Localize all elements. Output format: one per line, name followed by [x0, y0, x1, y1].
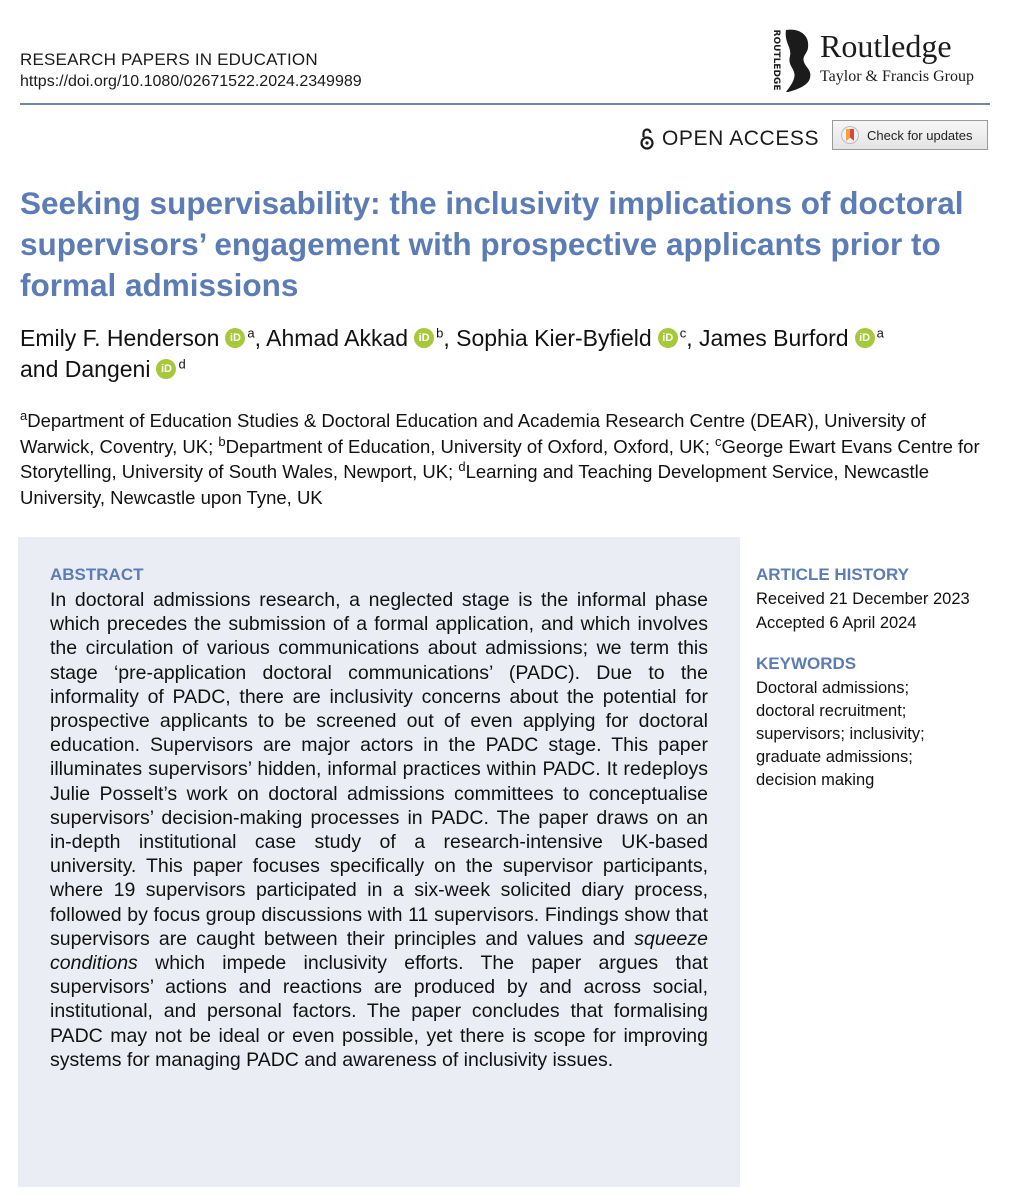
author-affiliation-marker: a: [876, 325, 884, 341]
keyword-line[interactable]: doctoral recruitment;: [756, 702, 907, 720]
author-name[interactable]: and Dangeni: [20, 356, 151, 382]
abstract-heading: ABSTRACT: [50, 565, 144, 584]
affiliation-text: George Ewart Evans Centre for Storytelling, University of South Wales, Newport, UK;: [20, 435, 980, 482]
bookmark-icon: [841, 125, 859, 145]
author-separator: ,: [254, 325, 267, 351]
abstract-emphasis: squeeze conditions: [50, 927, 708, 975]
publisher-group: Taylor & Francis Group: [820, 68, 974, 85]
orcid-icon[interactable]: iD: [855, 328, 875, 348]
affiliations: [20, 408, 1005, 510]
affiliation-text: Department of Education Studies & Doctoral Education and Academia Research Centre (DEAR), University of Warwick, Coventry, UK;: [20, 410, 926, 457]
abstract-text-part-2: which impede inclusivity efforts. The paper argues that supervisors’ actions and reactions are produced by and across social, institutional, and personal factors. The paper concludes that formalising PADC may not be ideal or even possible, yet there is scope for improving systems for managing PADC and awareness of inclusivity issues.: [50, 952, 708, 1071]
orcid-icon[interactable]: iD: [414, 328, 434, 348]
article-title: Seeking supervisability: the inclusivity implications of doctoral supervisors’ engagement with prospective applicants prior to formal admissions: [20, 185, 964, 303]
received-date: Received 21 December 2023: [756, 590, 970, 608]
orcid-icon[interactable]: iD: [658, 328, 678, 348]
keyword-line[interactable]: graduate admissions;: [756, 748, 913, 766]
routledge-head-icon: [762, 26, 818, 94]
open-access-label: OPEN ACCESS: [662, 127, 820, 150]
keywords-heading: KEYWORDS: [756, 654, 857, 673]
keyword-line[interactable]: decision making: [756, 771, 875, 789]
author-name[interactable]: Sophia Kier-Byfield: [456, 325, 652, 351]
keyword-list: [756, 677, 996, 792]
author-affiliation-marker: b: [436, 325, 444, 341]
affiliation-key: c: [715, 433, 722, 449]
open-lock-icon: [640, 127, 654, 151]
author-name[interactable]: Emily F. Henderson: [20, 325, 220, 351]
check-for-updates-label: Check for updates: [867, 127, 973, 143]
article-history-heading: ARTICLE HISTORY: [756, 565, 910, 584]
affiliation-key: d: [458, 458, 466, 474]
accepted-date: Accepted 6 April 2024: [756, 614, 917, 632]
abstract-text-part-1: In doctoral admissions research, a neglected stage is the informal phase which precedes the submission of a formal application, and which involves the circulation of various communications about admissions; we term this stage ‘pre-application doctoral communications’ (PADC). Due to the informality of PADC, there are inclusivity concerns about the potential for prospective applicants to be screened out of even applying for doctoral education. Supervisors are major actors in the PADC stage. This paper illuminates supervisors’ hidden, informal practices within PADC. It redeploys Julie Posselt’s work on doctoral admissions committees to conceptualise supervisors’ decision-making processes in PADC. The paper draws on an in-depth institutional case study of a research-intensive UK-based university. This paper focuses specifically on the supervisor participants, where 19 supervisors participated in a six-week solicited diary process, followed by focus group discussions with 11 supervisors. Findings show that supervisors are caught between their principles and values and: [50, 589, 708, 950]
affiliation-text: Department of Education, University of Oxford, Oxford, UK;: [225, 435, 716, 457]
keyword-line[interactable]: supervisors; inclusivity;: [756, 725, 925, 743]
orcid-icon[interactable]: iD: [225, 328, 245, 348]
header-rule: [20, 103, 990, 105]
author-list: [20, 323, 1010, 385]
author-affiliation-marker: c: [679, 325, 687, 341]
author-separator: ,: [686, 325, 699, 351]
check-for-updates-button[interactable]: [832, 120, 988, 150]
author-affiliation-marker: d: [178, 356, 186, 372]
author-name[interactable]: Ahmad Akkad: [266, 325, 409, 351]
publisher-name: Routledge: [820, 28, 952, 64]
affiliation-key: b: [218, 433, 226, 449]
keyword-line[interactable]: Doctoral admissions;: [756, 679, 910, 697]
routledge-vertical-text: ROUTLEDGE: [771, 29, 781, 91]
author-separator: ,: [443, 325, 457, 351]
author-affiliation-marker: a: [247, 325, 255, 341]
open-access-badge: [640, 127, 819, 151]
doi-link[interactable]: https://doi.org/10.1080/02671522.2024.2349989: [20, 73, 362, 90]
routledge-logo[interactable]: [762, 26, 990, 94]
orcid-icon[interactable]: iD: [156, 359, 176, 379]
journal-name: RESEARCH PAPERS IN EDUCATION: [20, 50, 318, 69]
author-name[interactable]: James Burford: [699, 325, 849, 351]
affiliation-text: Learning and Teaching Development Service, Newcastle University, Newcastle upon Tyne, UK: [20, 461, 930, 508]
abstract-text: [50, 588, 708, 1072]
affiliation-key: a: [20, 407, 28, 423]
